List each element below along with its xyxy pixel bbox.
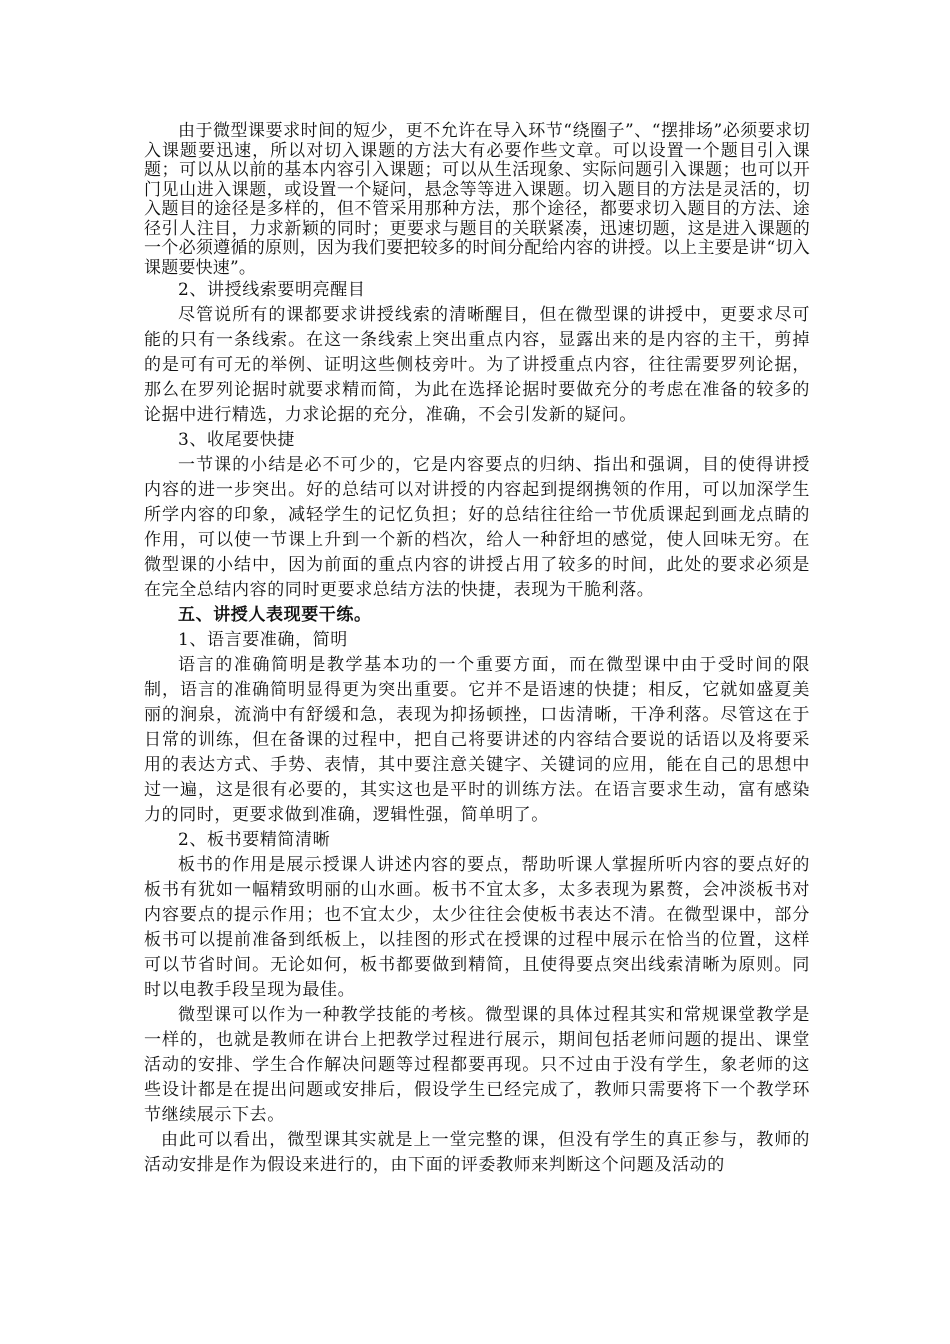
paragraph-intro: 由于微型课要求时间的短少，更不允许在导入环节“绕圈子”、“摆排场”必须要求切入课题要迅速，所以对切入课题的方法大有必要作些文章。可以设置一个题目引入课题；可以从以前的基本内容引入课题；可以从生活现象、实际问题引入课题；也可以开门见山进入课题，或设置一个疑问，悬念等等进入课题。切入题目的方法是灵活的，切入题目的途径是多样的，但不管采用那种方法，那个途径，都要求切入题目的方法、途径引人注目，力求新颖的同时；更要求与题目的关联紧凑，迅速切题，这是进入课题的一个必须遵循的原则，因为我们要把较多的时间分配给内容的讲授。以上主要是讲“切入课题要快速”。 — [144, 121, 810, 278]
subheading-language: 1、语言要准确，简明 — [178, 630, 348, 650]
paragraph-lecture-clue: 尽管说所有的课都要求讲授线索的清晰醒目，但在微型课的讲授中，更要求尽可能的只有一条线索。在这一条线索上突出重点内容，显露出来的是内容的主干，剪掉的是可有可无的举例、证明这些侧枝旁叶。为了讲授重点内容，往往需要罗列论据，那么在罗列论据时就要求精而简，为此在选择论据时要做充分的考虑在准备的较多的论据中进行精选，力求论据的充分，准确，不会引发新的疑问。 — [144, 305, 810, 425]
paragraph-language: 语言的准确简明是教学基本功的一个重要方面，而在微型课中由于受时间的限制，语言的准确简明显得更为突出重要。它并不是语速的快捷；相反，它就如盛夏美丽的涧泉，流淌中有舒缓和急，表现为抑扬顿挫，口齿清晰，干净利落。尽管这在于日常的训练，但在备课的过程中，把自己将要讲述的内容结合要说的话语以及将要采用的表达方式、手势、表情，其中要注意关键字、关键词的应用，能在自己的思想中过一遍，这是很有必要的，其实这也是平时的训练方法。在语言要求生动，富有感染力的同时，更要求做到准确，逻辑性强，简单明了。 — [144, 655, 810, 825]
section-heading-presenter: 五、讲授人表现要干练。 — [178, 605, 372, 625]
paragraph-assessment: 微型课可以作为一种教学技能的考核。微型课的具体过程其实和常规课堂教学是一样的，也就是教师在讲台上把教学过程进行展示，期间包括老师问题的提出、课堂活动的安排、学生合作解决问题等过程都要再现。只不过由于没有学生，象老师的这些设计都是在提出问题或安排后，假设学生已经完成了，教师只需要将下一个教学环节继续展示下去。 — [144, 1005, 810, 1125]
paragraph-blackboard: 板书的作用是展示授课人讲述内容的要点，帮助听课人掌握所听内容的要点好的板书有犹如一幅精致明丽的山水画。板书不宜太多，太多表现为累赘，会冲淡板书对内容要点的提示作用；也不宜太少，太少往往会使板书表达不清。在微型课中，部分板书可以提前准备到纸板上，以挂图的形式在授课的过程中展示在恰当的位置，这样可以节省时间。无论如何，板书都要做到精简，且使得要点突出线索清晰为原则。同时以电教手段呈现为最佳。 — [144, 855, 810, 1000]
subheading-ending: 3、收尾要快捷 — [178, 430, 296, 450]
document-body — [144, 122, 810, 1178]
paragraph-ending: 一节课的小结是必不可少的，它是内容要点的归纳、指出和强调，目的使得讲授内容的进一步突出。好的总结可以对讲授的内容起到提纲携领的作用，可以加深学生所学内容的印象，减轻学生的记忆负担；好的总结往往给一节优质课起到画龙点睛的作用，可以使一节课上升到一个新的档次，给人一种舒坦的感觉，使人回味无穷。在微型课的小结中，因为前面的重点内容的讲授占用了较多的时间，此处的要求必须是在完全总结内容的同时更要求总结方法的快捷，表现为干脆利落。 — [144, 455, 810, 600]
subheading-blackboard: 2、板书要精简清晰 — [178, 830, 331, 850]
paragraph-conclusion: 由此可以看出，微型课其实就是上一堂完整的课，但没有学生的真正参与，教师的活动安排是作为假设来进行的，由下面的评委教师来判断这个问题及活动的 — [144, 1130, 810, 1175]
subheading-lecture-clue: 2、讲授线索要明亮醒目 — [178, 280, 366, 300]
